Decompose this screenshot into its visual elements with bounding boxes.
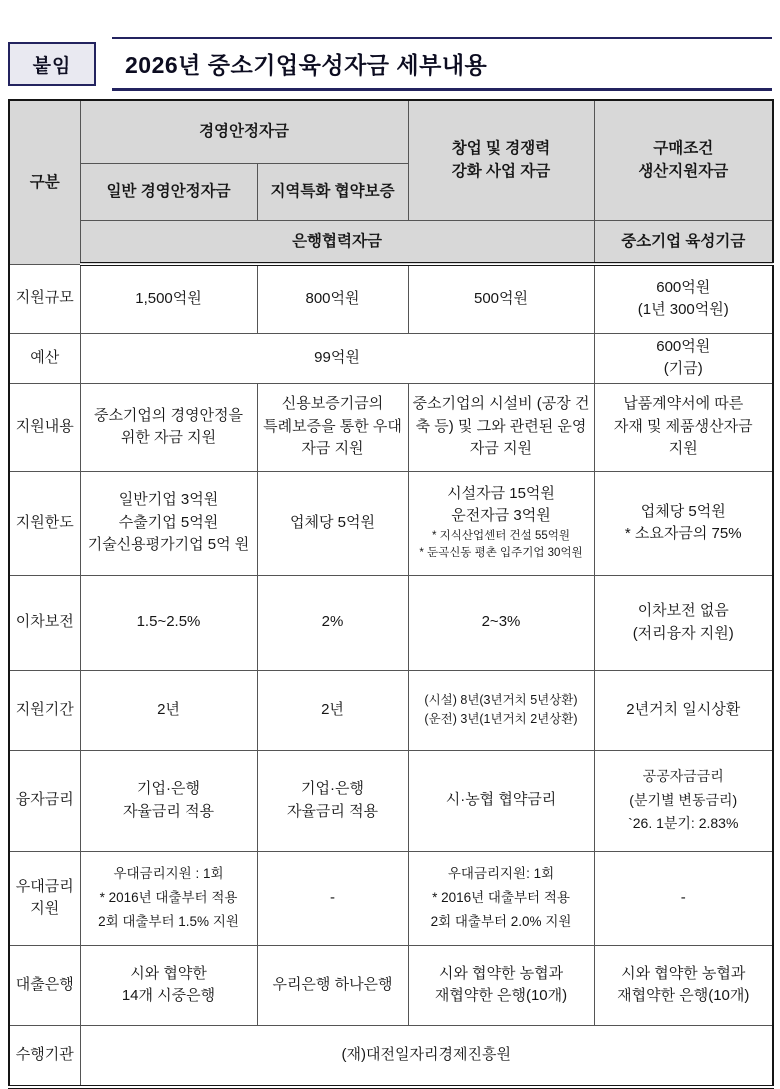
limit-startup-notes: * 지식산업센터 건설 55억원 * 둔곡신동 평촌 입주기업 30억원 bbox=[419, 529, 583, 559]
loan-rate-purchase: 공공자금금리 (분기별 변동금리) `26. 1분기: 2.83% bbox=[594, 750, 773, 851]
loan-rate-regional: 기업·은행 자율금리 적용 bbox=[257, 750, 408, 851]
preferential-label: 우대금리 지원 bbox=[9, 851, 80, 945]
banks-general: 시와 협약한 14개 시중은행 bbox=[80, 945, 257, 1025]
header-mgmt-stability: 경영안정자금 bbox=[80, 100, 408, 163]
interest-subsidy-purchase: 이차보전 없음 (저리융자 지원) bbox=[594, 575, 773, 670]
loan-rate-label: 융자금리 bbox=[9, 750, 80, 851]
row-loan-rate bbox=[9, 750, 773, 851]
preferential-regional: - bbox=[257, 851, 408, 945]
interest-subsidy-label: 이차보전 bbox=[9, 575, 80, 670]
row-agency bbox=[9, 1025, 773, 1087]
budget-purchase: 600억원 (기금) bbox=[594, 333, 773, 383]
preferential-purchase: - bbox=[594, 851, 773, 945]
limit-label: 지원한도 bbox=[9, 471, 80, 575]
budget-merged: 99억원 bbox=[80, 333, 594, 383]
row-limit bbox=[9, 471, 773, 575]
row-banks bbox=[9, 945, 773, 1025]
header-row-3 bbox=[9, 220, 773, 264]
row-content bbox=[9, 383, 773, 471]
banks-regional: 우리은행 하나은행 bbox=[257, 945, 408, 1025]
page-title: 2026년 중소기업육성자금 세부내용 bbox=[125, 52, 488, 78]
row-preferential bbox=[9, 851, 773, 945]
fund-details-table bbox=[8, 99, 774, 1089]
row-scale bbox=[9, 264, 773, 333]
period-label: 지원기간 bbox=[9, 670, 80, 750]
interest-subsidy-regional: 2% bbox=[257, 575, 408, 670]
header-bank-coop: 은행협력자금 bbox=[80, 220, 594, 264]
content-label: 지원내용 bbox=[9, 383, 80, 471]
interest-subsidy-startup: 2~3% bbox=[408, 575, 594, 670]
limit-general: 일반기업 3억원 수출기업 5억원 기술신용평가기업 5억 원 bbox=[80, 471, 257, 575]
attachment-badge bbox=[8, 42, 96, 86]
content-general: 중소기업의 경영안정을 위한 자금 지원 bbox=[80, 383, 257, 471]
content-regional: 신용보증기금의 특례보증을 통한 우대 자금 지원 bbox=[257, 383, 408, 471]
preferential-general: 우대금리지원 : 1회 * 2016년 대출부터 적용 2회 대출부터 1.5% 지원 bbox=[80, 851, 257, 945]
header-purchase-fund: 구매조건 생산지원자금 bbox=[594, 100, 773, 220]
header-sme-fund: 중소기업 육성기금 bbox=[594, 220, 773, 264]
banks-startup: 시와 협약한 농협과 재협약한 은행(10개) bbox=[408, 945, 594, 1025]
agency-merged: (재)대전일자리경제진흥원 bbox=[80, 1025, 773, 1087]
limit-purchase: 업체당 5억원 * 소요자금의 75% bbox=[594, 471, 773, 575]
scale-startup: 500억원 bbox=[408, 264, 594, 333]
header-gubun: 구분 bbox=[9, 100, 80, 264]
scale-purchase: 600억원 (1년 300억원) bbox=[594, 264, 773, 333]
limit-regional: 업체당 5억원 bbox=[257, 471, 408, 575]
row-budget bbox=[9, 333, 773, 383]
preferential-startup: 우대금리지원: 1회 * 2016년 대출부터 적용 2회 대출부터 2.0% 지원 bbox=[408, 851, 594, 945]
budget-label: 예산 bbox=[9, 333, 80, 383]
banks-purchase: 시와 협약한 농협과 재협약한 은행(10개) bbox=[594, 945, 773, 1025]
content-purchase: 납품계약서에 따른 자재 및 제품생산자금 지원 bbox=[594, 383, 773, 471]
interest-subsidy-general: 1.5~2.5% bbox=[80, 575, 257, 670]
banks-label: 대출은행 bbox=[9, 945, 80, 1025]
period-startup: (시설) 8년(3년거치 5년상환) (운전) 3년(1년거치 2년상환) bbox=[408, 670, 594, 750]
row-period bbox=[9, 670, 773, 750]
page-header bbox=[8, 37, 772, 91]
limit-startup-main: 시설자금 15억원 운전자금 3억원 bbox=[447, 484, 555, 525]
header-regional-guarantee: 지역특화 협약보증 bbox=[257, 163, 408, 220]
header-startup-fund: 창업 및 경쟁력 강화 사업 자금 bbox=[408, 100, 594, 220]
header-general-mgmt: 일반 경영안정자금 bbox=[80, 163, 257, 220]
scale-general: 1,500억원 bbox=[80, 264, 257, 333]
period-purchase: 2년거치 일시상환 bbox=[594, 670, 773, 750]
attachment-label: 붙임 bbox=[32, 55, 72, 77]
title-block bbox=[112, 37, 772, 91]
agency-label: 수행기관 bbox=[9, 1025, 80, 1087]
period-regional: 2년 bbox=[257, 670, 408, 750]
loan-rate-startup: 시·농협 협약금리 bbox=[408, 750, 594, 851]
content-startup: 중소기업의 시설비 (공장 건 축 등) 및 그와 관련된 운영 자금 지원 bbox=[408, 383, 594, 471]
scale-regional: 800억원 bbox=[257, 264, 408, 333]
row-interest-subsidy bbox=[9, 575, 773, 670]
period-general: 2년 bbox=[80, 670, 257, 750]
scale-label: 지원규모 bbox=[9, 264, 80, 333]
header-row-1 bbox=[9, 100, 773, 163]
limit-startup bbox=[408, 471, 594, 575]
loan-rate-general: 기업·은행 자율금리 적용 bbox=[80, 750, 257, 851]
